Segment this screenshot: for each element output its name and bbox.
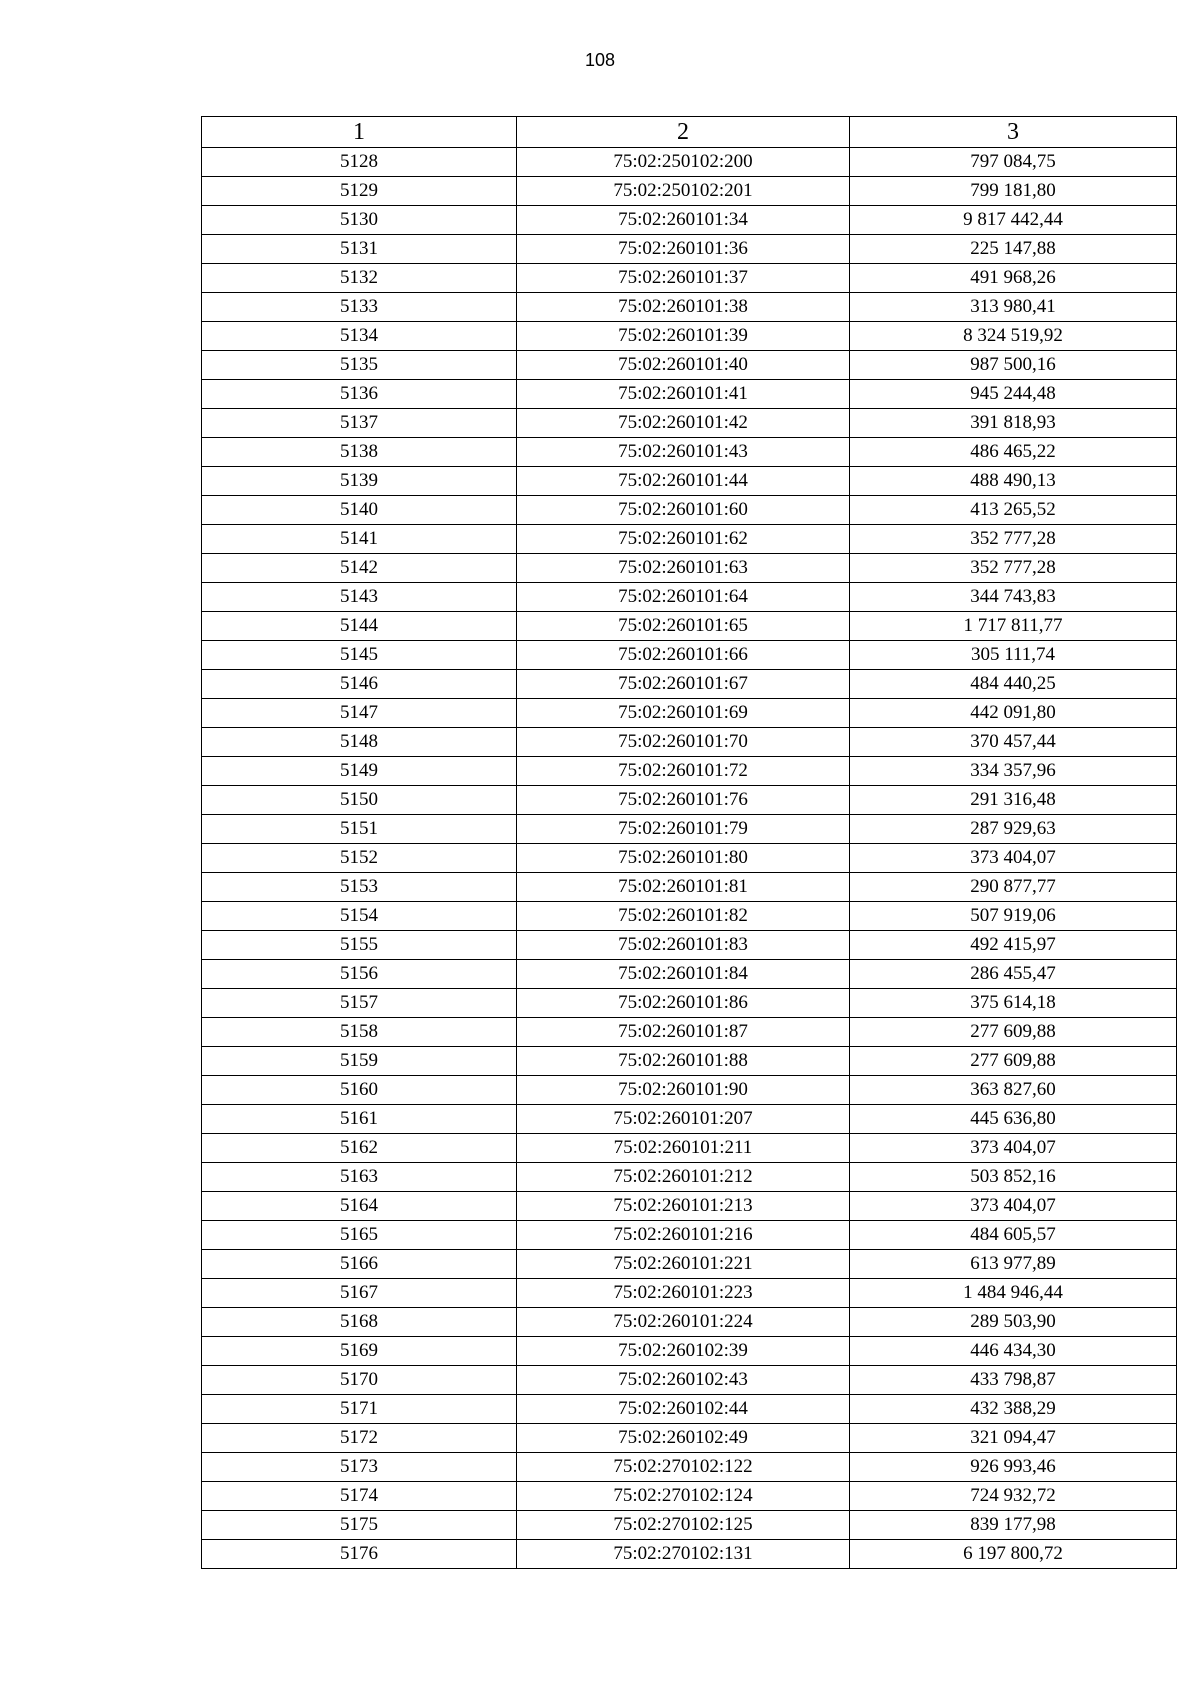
table-row xyxy=(202,525,1177,554)
cadastral-number-cell: 75:02:260101:223 xyxy=(517,1279,850,1308)
table-row xyxy=(202,1105,1177,1134)
row-number-cell: 5168 xyxy=(202,1308,517,1337)
row-number-cell: 5142 xyxy=(202,554,517,583)
cadastral-number-cell: 75:02:260101:221 xyxy=(517,1250,850,1279)
cadastral-number-cell: 75:02:260102:43 xyxy=(517,1366,850,1395)
table-row xyxy=(202,1511,1177,1540)
table-row xyxy=(202,264,1177,293)
table-row xyxy=(202,467,1177,496)
value-cell: 445 636,80 xyxy=(850,1105,1177,1134)
row-number-cell: 5174 xyxy=(202,1482,517,1511)
table-row xyxy=(202,1134,1177,1163)
row-number-cell: 5169 xyxy=(202,1337,517,1366)
table-row xyxy=(202,699,1177,728)
value-cell: 413 265,52 xyxy=(850,496,1177,525)
table-row xyxy=(202,380,1177,409)
cadastral-number-cell: 75:02:260101:39 xyxy=(517,322,850,351)
row-number-cell: 5165 xyxy=(202,1221,517,1250)
cadastral-number-cell: 75:02:260101:38 xyxy=(517,293,850,322)
value-cell: 9 817 442,44 xyxy=(850,206,1177,235)
table-row xyxy=(202,235,1177,264)
cadastral-number-cell: 75:02:260101:42 xyxy=(517,409,850,438)
table-row xyxy=(202,1047,1177,1076)
table-row xyxy=(202,554,1177,583)
cadastral-number-cell: 75:02:260101:213 xyxy=(517,1192,850,1221)
row-number-cell: 5151 xyxy=(202,815,517,844)
cadastral-number-cell: 75:02:270102:131 xyxy=(517,1540,850,1569)
table-row xyxy=(202,612,1177,641)
cadastral-number-cell: 75:02:260101:65 xyxy=(517,612,850,641)
table-row xyxy=(202,583,1177,612)
row-number-cell: 5155 xyxy=(202,931,517,960)
cadastral-number-cell: 75:02:260101:224 xyxy=(517,1308,850,1337)
table-row xyxy=(202,1337,1177,1366)
row-number-cell: 5130 xyxy=(202,206,517,235)
value-cell: 492 415,97 xyxy=(850,931,1177,960)
column-header-2: 2 xyxy=(517,117,850,148)
table-row xyxy=(202,902,1177,931)
cadastral-number-cell: 75:02:260101:69 xyxy=(517,699,850,728)
row-number-cell: 5161 xyxy=(202,1105,517,1134)
cadastral-number-cell: 75:02:260102:44 xyxy=(517,1395,850,1424)
value-cell: 484 605,57 xyxy=(850,1221,1177,1250)
value-cell: 375 614,18 xyxy=(850,989,1177,1018)
cadastral-number-cell: 75:02:260101:87 xyxy=(517,1018,850,1047)
row-number-cell: 5163 xyxy=(202,1163,517,1192)
cadastral-number-cell: 75:02:260101:211 xyxy=(517,1134,850,1163)
value-cell: 290 877,77 xyxy=(850,873,1177,902)
value-cell: 488 490,13 xyxy=(850,467,1177,496)
table-header xyxy=(202,117,1177,148)
table-row xyxy=(202,1018,1177,1047)
table-header-row xyxy=(202,117,1177,148)
table-row xyxy=(202,757,1177,786)
cadastral-number-cell: 75:02:260101:64 xyxy=(517,583,850,612)
row-number-cell: 5135 xyxy=(202,351,517,380)
row-number-cell: 5129 xyxy=(202,177,517,206)
cadastral-number-cell: 75:02:260101:60 xyxy=(517,496,850,525)
value-cell: 352 777,28 xyxy=(850,554,1177,583)
value-cell: 926 993,46 xyxy=(850,1453,1177,1482)
value-cell: 373 404,07 xyxy=(850,1192,1177,1221)
row-number-cell: 5166 xyxy=(202,1250,517,1279)
cadastral-number-cell: 75:02:260101:63 xyxy=(517,554,850,583)
row-number-cell: 5176 xyxy=(202,1540,517,1569)
row-number-cell: 5164 xyxy=(202,1192,517,1221)
table-row xyxy=(202,989,1177,1018)
row-number-cell: 5134 xyxy=(202,322,517,351)
cadastral-number-cell: 75:02:260101:81 xyxy=(517,873,850,902)
table-row xyxy=(202,786,1177,815)
row-number-cell: 5154 xyxy=(202,902,517,931)
value-cell: 486 465,22 xyxy=(850,438,1177,467)
row-number-cell: 5146 xyxy=(202,670,517,699)
cadastral-number-cell: 75:02:260102:49 xyxy=(517,1424,850,1453)
value-cell: 799 181,80 xyxy=(850,177,1177,206)
row-number-cell: 5173 xyxy=(202,1453,517,1482)
row-number-cell: 5133 xyxy=(202,293,517,322)
cadastral-number-cell: 75:02:260102:39 xyxy=(517,1337,850,1366)
document-table-container xyxy=(201,116,1176,1569)
value-cell: 8 324 519,92 xyxy=(850,322,1177,351)
page-number: 108 xyxy=(584,50,616,70)
table-row xyxy=(202,1163,1177,1192)
table-row xyxy=(202,496,1177,525)
value-cell: 484 440,25 xyxy=(850,670,1177,699)
cadastral-number-cell: 75:02:270102:125 xyxy=(517,1511,850,1540)
cadastral-number-cell: 75:02:260101:83 xyxy=(517,931,850,960)
value-cell: 363 827,60 xyxy=(850,1076,1177,1105)
cadastral-number-cell: 75:02:260101:41 xyxy=(517,380,850,409)
row-number-cell: 5158 xyxy=(202,1018,517,1047)
row-number-cell: 5167 xyxy=(202,1279,517,1308)
value-cell: 289 503,90 xyxy=(850,1308,1177,1337)
row-number-cell: 5159 xyxy=(202,1047,517,1076)
table-row xyxy=(202,409,1177,438)
value-cell: 291 316,48 xyxy=(850,786,1177,815)
row-number-cell: 5170 xyxy=(202,1366,517,1395)
table-row xyxy=(202,873,1177,902)
table-row xyxy=(202,844,1177,873)
table-row xyxy=(202,1308,1177,1337)
value-cell: 507 919,06 xyxy=(850,902,1177,931)
table-row xyxy=(202,293,1177,322)
row-number-cell: 5131 xyxy=(202,235,517,264)
table-row xyxy=(202,1540,1177,1569)
row-number-cell: 5145 xyxy=(202,641,517,670)
table-row xyxy=(202,1482,1177,1511)
row-number-cell: 5143 xyxy=(202,583,517,612)
cadastral-number-cell: 75:02:260101:88 xyxy=(517,1047,850,1076)
row-number-cell: 5140 xyxy=(202,496,517,525)
cadastral-number-cell: 75:02:260101:212 xyxy=(517,1163,850,1192)
value-cell: 305 111,74 xyxy=(850,641,1177,670)
table-row xyxy=(202,728,1177,757)
table-row xyxy=(202,641,1177,670)
row-number-cell: 5148 xyxy=(202,728,517,757)
value-cell: 945 244,48 xyxy=(850,380,1177,409)
cadastral-number-cell: 75:02:260101:86 xyxy=(517,989,850,1018)
row-number-cell: 5128 xyxy=(202,148,517,177)
table-row xyxy=(202,148,1177,177)
cadastral-number-cell: 75:02:260101:62 xyxy=(517,525,850,554)
table-row xyxy=(202,1453,1177,1482)
cadastral-number-cell: 75:02:270102:124 xyxy=(517,1482,850,1511)
table-row xyxy=(202,1076,1177,1105)
table-row xyxy=(202,670,1177,699)
row-number-cell: 5157 xyxy=(202,989,517,1018)
value-cell: 1 484 946,44 xyxy=(850,1279,1177,1308)
table-body xyxy=(202,148,1177,1569)
cadastral-number-cell: 75:02:260101:37 xyxy=(517,264,850,293)
value-cell: 987 500,16 xyxy=(850,351,1177,380)
value-cell: 432 388,29 xyxy=(850,1395,1177,1424)
row-number-cell: 5149 xyxy=(202,757,517,786)
table-row xyxy=(202,438,1177,467)
value-cell: 6 197 800,72 xyxy=(850,1540,1177,1569)
row-number-cell: 5160 xyxy=(202,1076,517,1105)
table-row xyxy=(202,960,1177,989)
row-number-cell: 5172 xyxy=(202,1424,517,1453)
table-row xyxy=(202,177,1177,206)
row-number-cell: 5132 xyxy=(202,264,517,293)
value-cell: 613 977,89 xyxy=(850,1250,1177,1279)
table-row xyxy=(202,1221,1177,1250)
value-cell: 373 404,07 xyxy=(850,1134,1177,1163)
value-cell: 503 852,16 xyxy=(850,1163,1177,1192)
row-number-cell: 5141 xyxy=(202,525,517,554)
value-cell: 370 457,44 xyxy=(850,728,1177,757)
value-cell: 313 980,41 xyxy=(850,293,1177,322)
cadastral-number-cell: 75:02:260101:43 xyxy=(517,438,850,467)
value-cell: 373 404,07 xyxy=(850,844,1177,873)
table-row xyxy=(202,206,1177,235)
value-cell: 334 357,96 xyxy=(850,757,1177,786)
table-row xyxy=(202,1279,1177,1308)
column-header-3: 3 xyxy=(850,117,1177,148)
table-row xyxy=(202,1250,1177,1279)
cadastral-number-cell: 75:02:260101:216 xyxy=(517,1221,850,1250)
value-cell: 797 084,75 xyxy=(850,148,1177,177)
row-number-cell: 5171 xyxy=(202,1395,517,1424)
value-cell: 724 932,72 xyxy=(850,1482,1177,1511)
cadastral-number-cell: 75:02:260101:90 xyxy=(517,1076,850,1105)
cadastral-number-cell: 75:02:260101:44 xyxy=(517,467,850,496)
value-cell: 321 094,47 xyxy=(850,1424,1177,1453)
value-cell: 446 434,30 xyxy=(850,1337,1177,1366)
cadastral-number-cell: 75:02:260101:34 xyxy=(517,206,850,235)
value-cell: 491 968,26 xyxy=(850,264,1177,293)
row-number-cell: 5152 xyxy=(202,844,517,873)
value-cell: 433 798,87 xyxy=(850,1366,1177,1395)
table-row xyxy=(202,1366,1177,1395)
cadastral-number-cell: 75:02:260101:36 xyxy=(517,235,850,264)
cadastral-number-cell: 75:02:250102:200 xyxy=(517,148,850,177)
cadastral-number-cell: 75:02:260101:82 xyxy=(517,902,850,931)
value-cell: 277 609,88 xyxy=(850,1018,1177,1047)
table-row xyxy=(202,322,1177,351)
cadastral-number-cell: 75:02:260101:84 xyxy=(517,960,850,989)
cadastral-number-cell: 75:02:270102:122 xyxy=(517,1453,850,1482)
cadastral-number-cell: 75:02:260101:70 xyxy=(517,728,850,757)
row-number-cell: 5147 xyxy=(202,699,517,728)
cadastral-number-cell: 75:02:260101:66 xyxy=(517,641,850,670)
row-number-cell: 5156 xyxy=(202,960,517,989)
value-cell: 352 777,28 xyxy=(850,525,1177,554)
table-row xyxy=(202,1424,1177,1453)
cadastral-number-cell: 75:02:260101:76 xyxy=(517,786,850,815)
cadastral-number-cell: 75:02:260101:40 xyxy=(517,351,850,380)
value-cell: 344 743,83 xyxy=(850,583,1177,612)
cadastral-number-cell: 75:02:260101:207 xyxy=(517,1105,850,1134)
row-number-cell: 5144 xyxy=(202,612,517,641)
value-cell: 277 609,88 xyxy=(850,1047,1177,1076)
row-number-cell: 5153 xyxy=(202,873,517,902)
table-row xyxy=(202,815,1177,844)
row-number-cell: 5138 xyxy=(202,438,517,467)
row-number-cell: 5137 xyxy=(202,409,517,438)
table-row xyxy=(202,931,1177,960)
cadastral-number-cell: 75:02:260101:80 xyxy=(517,844,850,873)
value-cell: 286 455,47 xyxy=(850,960,1177,989)
row-number-cell: 5175 xyxy=(202,1511,517,1540)
row-number-cell: 5150 xyxy=(202,786,517,815)
cadastral-value-table xyxy=(201,116,1177,1569)
column-header-1: 1 xyxy=(202,117,517,148)
value-cell: 839 177,98 xyxy=(850,1511,1177,1540)
row-number-cell: 5139 xyxy=(202,467,517,496)
table-row xyxy=(202,1395,1177,1424)
cadastral-number-cell: 75:02:260101:67 xyxy=(517,670,850,699)
value-cell: 1 717 811,77 xyxy=(850,612,1177,641)
value-cell: 391 818,93 xyxy=(850,409,1177,438)
cadastral-number-cell: 75:02:260101:79 xyxy=(517,815,850,844)
cadastral-number-cell: 75:02:260101:72 xyxy=(517,757,850,786)
value-cell: 287 929,63 xyxy=(850,815,1177,844)
row-number-cell: 5162 xyxy=(202,1134,517,1163)
cadastral-number-cell: 75:02:250102:201 xyxy=(517,177,850,206)
table-row xyxy=(202,351,1177,380)
table-row xyxy=(202,1192,1177,1221)
row-number-cell: 5136 xyxy=(202,380,517,409)
value-cell: 225 147,88 xyxy=(850,235,1177,264)
value-cell: 442 091,80 xyxy=(850,699,1177,728)
